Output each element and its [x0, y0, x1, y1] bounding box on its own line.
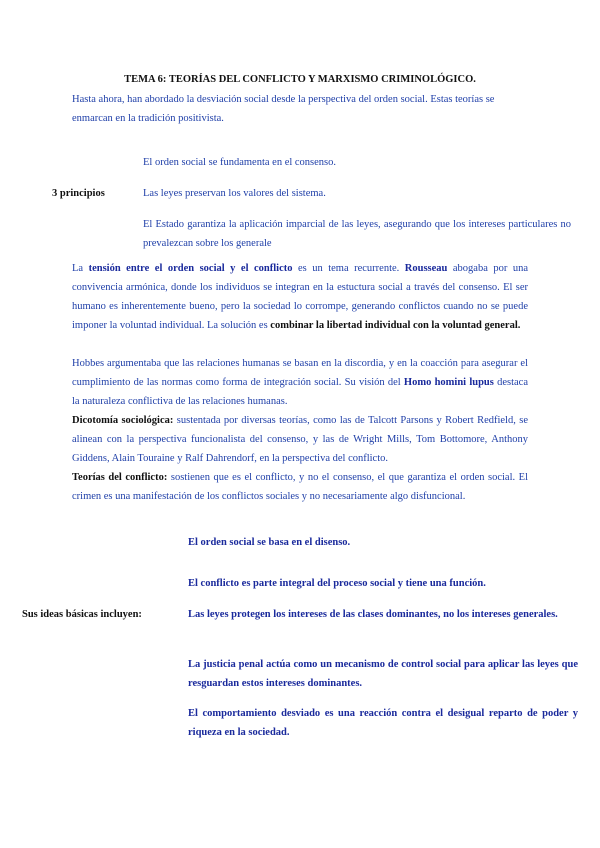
paragraph-teorias	[72, 468, 528, 506]
principles-label: 3 principios	[52, 188, 105, 199]
idea-item-2: El conflicto es parte integral del proceso social y tiene una función.	[188, 578, 486, 589]
ideas-label: Sus ideas básicas incluyen:	[22, 609, 142, 620]
bold-text: combinar la libertad individual con la voluntad general.	[270, 320, 521, 331]
bold-text: Teorías del conflicto:	[72, 472, 168, 483]
text-run: La	[72, 263, 89, 274]
text-run: Hobbes argumentaba que las relaciones humanas se basan en la discordia, y en la coacción para asegurar el cumplimiento de las normas como forma de integración social. Su visión del	[72, 358, 528, 388]
idea-item-5: El comportamiento desviado es una reacción contra el desigual reparto de poder y riqueza en la sociedad.	[188, 708, 578, 738]
bold-text: tensión entre el orden social y el conflicto	[88, 263, 293, 274]
paragraph-hobbes	[72, 354, 528, 411]
bold-text: Homo homini lupus	[403, 377, 494, 388]
principle-item-3: El Estado garantiza la aplicación imparcial de las leyes, asegurando que los intereses particulares no prevalezcan sobre los generale	[143, 219, 571, 249]
text-run: destaca la naturaleza conflictiva de las relaciones humanas.	[72, 377, 528, 407]
idea-item-4: La justicia penal actúa como un mecanismo de control social para aplicar las leyes que resguardan estos intereses dominantes.	[188, 659, 578, 689]
paragraph-rousseau	[72, 259, 528, 335]
idea-item-3: Las leyes protegen los intereses de las clases dominantes, no los intereses generales.	[188, 609, 558, 620]
text-run: es un tema recurrente.	[292, 263, 405, 274]
bold-text: Rousseau	[404, 263, 448, 274]
principle-item-2: Las leyes preservan los valores del sistema.	[143, 188, 326, 199]
text-run: abogaba por una convivencia armónica, donde los individuos se integran en la estuctura social a través del consenso. El ser humano es inherentemente bueno, pero la sociedad lo corrompe, generando conflictos cuando no se puede imponer la voluntad individual. La solución es	[72, 263, 529, 331]
idea-item-1: El orden social se basa en el disenso.	[188, 537, 351, 548]
page-title: TEMA 6: TEORÍAS DEL CONFLICTO Y MARXISMO CRIMINOLÓGICO.	[124, 74, 476, 85]
text-run: sustentada por diversas teorías, como las de Talcott Parsons y Robert Redfield, se alinean con la perspectiva funcionalista del consenso, y las de Wright Mills, Tom Bottomore, Anthony Giddens, Alain Touraine y Ralf Dahrendorf, en la perspectiva del conflicto.	[72, 415, 528, 464]
intro-paragraph: Hasta ahora, han abordado la desviación social desde la perspectiva del orden social. Estas teorías se enmarcan en la tradición positivista.	[72, 94, 495, 124]
principle-item-1: El orden social se fundamenta en el consenso.	[143, 157, 337, 168]
text-run: sostienen que es el conflicto, y no el consenso, el que garantiza el orden social. El crimen es una manifestación de los conflictos sociales y no necesariamente algo disfuncional.	[72, 472, 528, 502]
bold-text: Dicotomía sociológica:	[72, 415, 174, 426]
paragraph-dicotomia	[72, 411, 528, 468]
